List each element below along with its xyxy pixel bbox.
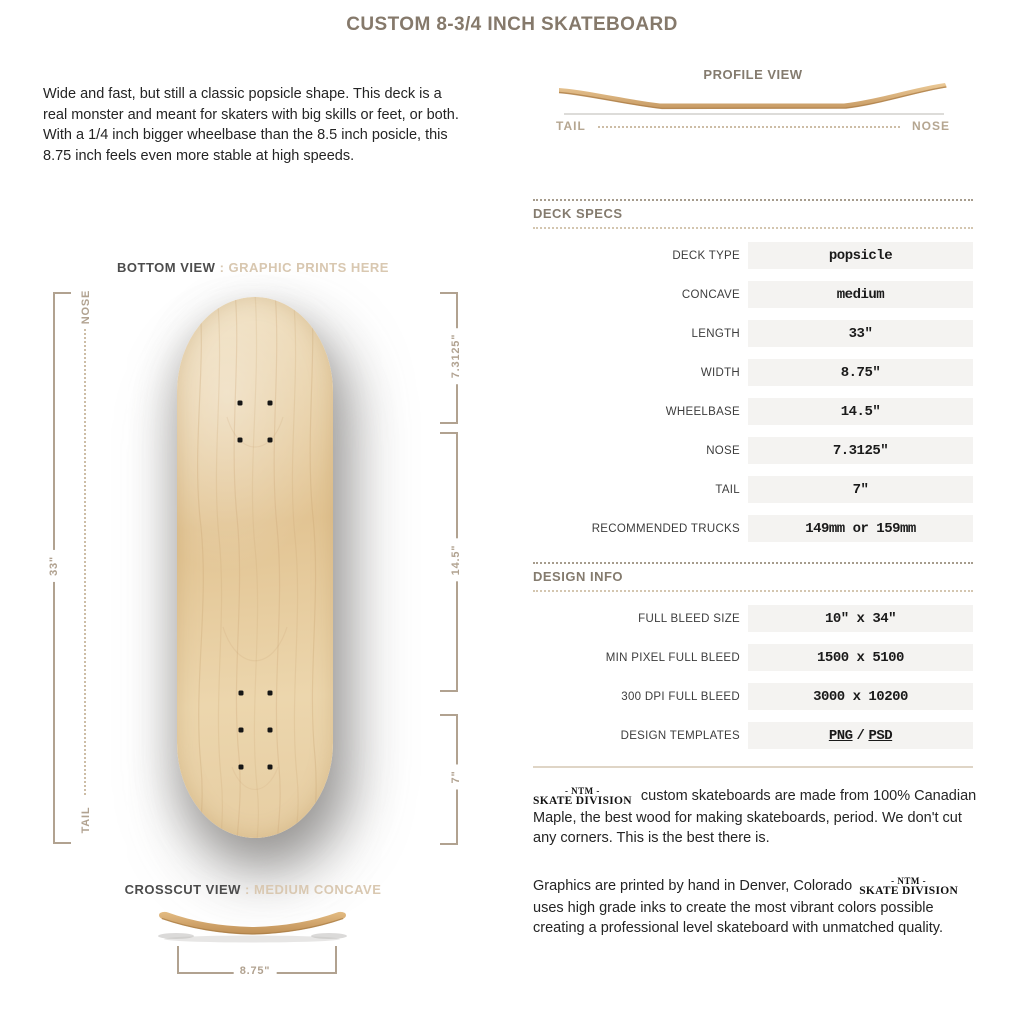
spec-label: WIDTH — [700, 366, 740, 379]
page-title: CUSTOM 8-3/4 INCH SKATEBOARD — [346, 14, 678, 35]
profile-tail-nose-guide — [556, 119, 950, 133]
spec-label: 300 DPI FULL BLEED — [621, 690, 740, 703]
truck-mount-hole — [238, 401, 243, 406]
crosscut-view-image — [150, 903, 355, 948]
about-text-2b: uses high grade inks to create the most vibrant colors possible creating a professional level skateboard with unmatched quality. — [533, 899, 943, 936]
bottom-view-subtitle: : GRAPHIC PRINTS HERE — [219, 260, 389, 275]
spec-label: CONCAVE — [681, 288, 740, 301]
spec-label: WHEELBASE — [665, 405, 740, 418]
spec-value: 14.5" — [748, 398, 973, 425]
brand-line-2: SKATE DIVISION — [859, 885, 959, 897]
nose-length-dimension: 7.3125" — [448, 328, 464, 384]
truck-mount-hole — [268, 765, 273, 770]
spec-row-concave — [533, 281, 973, 308]
spec-label: TAIL — [715, 483, 740, 496]
bottom-view-title — [43, 260, 463, 275]
about-text-2a: Graphics are printed by hand in Denver, Colorado — [533, 878, 853, 894]
spec-value: 33" — [748, 320, 973, 347]
truck-mount-hole — [239, 765, 244, 770]
tail-length-dimension: 7" — [448, 765, 464, 790]
spec-label: MIN PIXEL FULL BLEED — [605, 651, 740, 664]
spec-row-full-bleed-size — [533, 605, 973, 632]
profile-tail-label: TAIL — [556, 119, 586, 133]
spec-label: LENGTH — [691, 327, 740, 340]
profile-view-title: PROFILE VIEW — [703, 67, 803, 82]
profile-view-image — [556, 80, 950, 120]
ntm-skate-division-logo — [859, 877, 958, 898]
wood-grain-texture — [177, 297, 333, 838]
spec-row-min-pixel-full-bleed — [533, 644, 973, 671]
bottom-view-label: BOTTOM VIEW — [117, 260, 216, 275]
spec-label: RECOMMENDED TRUCKS — [591, 522, 740, 535]
nose-label: NOSE — [80, 289, 92, 325]
spec-row-wheelbase — [533, 398, 973, 425]
crosscut-view-title — [43, 882, 463, 897]
truck-mount-hole — [268, 401, 273, 406]
section-divider — [533, 766, 973, 768]
tail-label: TAIL — [80, 806, 92, 834]
about-paragraph-1 — [533, 786, 977, 849]
spec-label: NOSE — [706, 444, 740, 457]
design-info-heading: DESIGN INFO — [533, 562, 973, 592]
psd-template-link[interactable]: PSD — [868, 727, 893, 744]
truck-mount-hole — [239, 728, 244, 733]
total-length-dimension: 33" — [46, 550, 62, 582]
spec-row-deck-type — [533, 242, 973, 269]
truck-mount-hole — [268, 438, 273, 443]
brand-line-1: - NTM - — [891, 876, 927, 886]
profile-dotted-line — [598, 126, 900, 128]
design-info-section — [533, 562, 973, 761]
profile-nose-label: NOSE — [911, 119, 950, 133]
ntm-skate-division-logo — [533, 787, 632, 808]
png-template-link[interactable]: PNG — [828, 727, 853, 744]
truck-mount-hole — [268, 728, 273, 733]
deck-bottom-view-image — [177, 297, 333, 838]
spec-value: 10" x 34" — [748, 605, 973, 632]
spec-row-tail — [533, 476, 973, 503]
truck-mount-hole — [239, 691, 244, 696]
spec-value: 149mm or 159mm — [748, 515, 973, 542]
template-separator: / — [856, 727, 865, 744]
spec-row-recommended-trucks — [533, 515, 973, 542]
spec-row-300-dpi-full-bleed — [533, 683, 973, 710]
deck-width-dimension: 8.75" — [234, 963, 277, 979]
spec-value: 7.3125" — [748, 437, 973, 464]
spec-value: medium — [748, 281, 973, 308]
deck-specs-heading: DECK SPECS — [533, 199, 973, 229]
spec-value: 1500 x 5100 — [748, 644, 973, 671]
spec-row-design-templates — [533, 722, 973, 749]
spec-value: 3000 x 10200 — [748, 683, 973, 710]
brand-line-1: - NTM - — [564, 786, 600, 796]
spec-label: DESIGN TEMPLATES — [620, 729, 740, 742]
spec-row-length — [533, 320, 973, 347]
wheelbase-dimension: 14.5" — [448, 539, 464, 582]
spec-value: 7" — [748, 476, 973, 503]
spec-row-width — [533, 359, 973, 386]
crosscut-view-subtitle: : MEDIUM CONCAVE — [245, 882, 382, 897]
about-text-1: custom skateboards are made from 100% Canadian Maple, the best wood for making skateboards, period. We don't cut any corners. This is the best there is. — [533, 788, 977, 846]
intro-paragraph: Wide and fast, but still a classic popsicle shape. This deck is a real monster and meant for skaters with big skills or feet, or both. With a 1/4 inch bigger wheelbase than the 8.5 inch posicle, this 8.75 inch feels even more stable at high speeds. — [43, 86, 459, 164]
spec-label: FULL BLEED SIZE — [638, 612, 740, 625]
truck-mount-hole — [268, 691, 273, 696]
spec-value: 8.75" — [748, 359, 973, 386]
truck-mount-hole — [238, 438, 243, 443]
spec-value: popsicle — [748, 242, 973, 269]
brand-line-2: SKATE DIVISION — [533, 795, 632, 807]
spec-row-nose — [533, 437, 973, 464]
spec-label: DECK TYPE — [672, 249, 740, 262]
spec-value-templates — [748, 722, 973, 749]
about-paragraph-2 — [533, 876, 977, 939]
deck-specs-section — [533, 199, 973, 554]
nose-tail-dotted-line — [84, 329, 86, 795]
crosscut-view-label: CROSSCUT VIEW — [124, 882, 241, 897]
